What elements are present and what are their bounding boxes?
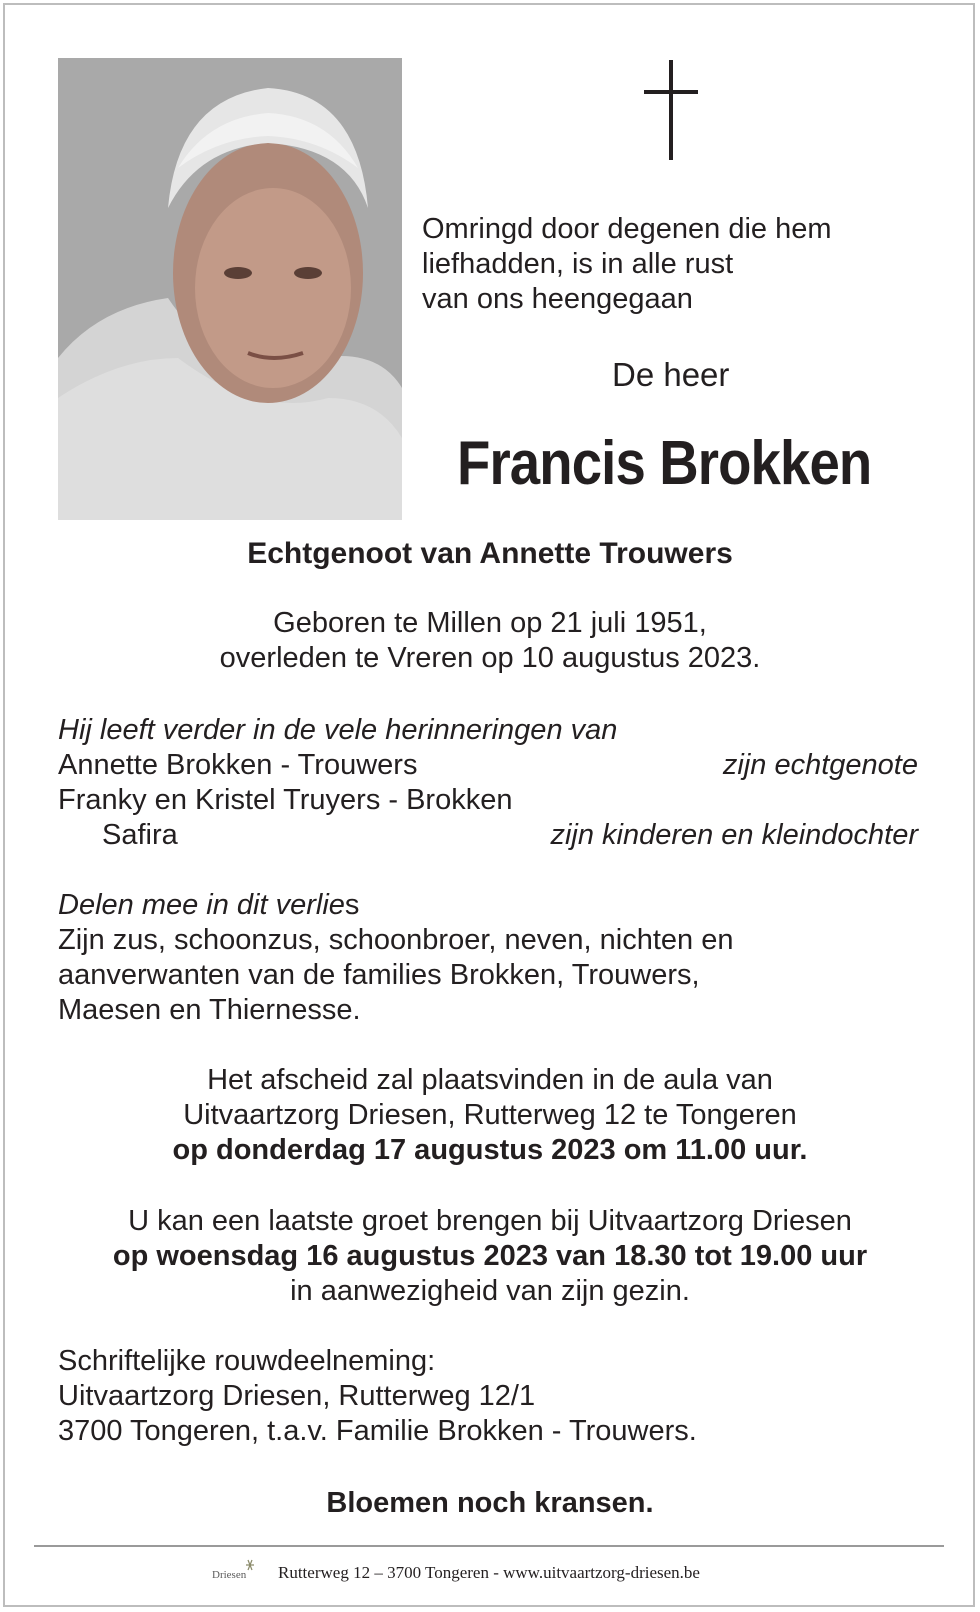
birth-line: Geboren te Millen op 21 juli 1951,: [273, 607, 707, 639]
sharing-heading-italic: Delen mee in dit verlie: [58, 889, 345, 921]
cross-icon: [636, 60, 706, 160]
farewell-date: op donderdag 17 augustus 2023 om 11.00 uur.: [172, 1134, 808, 1166]
survivor-name: Safira: [102, 819, 178, 851]
condolence-line: 3700 Tongeren, t.a.v. Familie Brokken - Trouwers.: [58, 1415, 697, 1447]
survivor-name: Franky en Kristel Truyers - Brokken: [58, 784, 513, 816]
intro-line: liefhadden, is in alle rust: [422, 248, 734, 280]
footer-divider: [34, 1545, 944, 1547]
survivor-name: Annette Brokken - Trouwers: [58, 749, 418, 781]
intro-line: van ons heengegaan: [422, 283, 693, 315]
funeral-home-logo: [212, 1556, 264, 1590]
condolence-line: Uitvaartzorg Driesen, Rutterweg 12/1: [58, 1380, 536, 1412]
intro-line: Omringd door degenen die hem: [422, 213, 832, 245]
sharing-line: Zijn zus, schoonzus, schoonbroer, neven, nichten en: [58, 924, 734, 956]
death-line: overleden te Vreren op 10 augustus 2023.: [219, 642, 761, 674]
farewell-line: Het afscheid zal plaatsvinden in de aula van: [207, 1064, 773, 1096]
survivor-relation: zijn kinderen en kleindochter: [550, 819, 918, 851]
sharing-line: Maesen en Thiernesse.: [58, 994, 361, 1026]
visit-line: in aanwezigheid van zijn gezin.: [290, 1275, 690, 1307]
intro-text: [422, 212, 942, 317]
sharing-heading: [58, 888, 359, 923]
logo-text: Driesen: [212, 1569, 247, 1581]
deceased-name: Francis Brokken: [457, 429, 872, 498]
portrait-photo: [58, 58, 402, 520]
visit-line: U kan een laatste groet brengen bij Uitvaartzorg Driesen: [128, 1205, 852, 1237]
flowers-note: Bloemen noch kransen.: [326, 1487, 654, 1519]
condolence-line: Schriftelijke rouwdeelneming:: [58, 1345, 436, 1377]
survivors-heading: Hij leeft verder in de vele herinneringen van: [58, 714, 618, 746]
visit-date: op woensdag 16 augustus 2023 van 18.30 tot 19.00 uur: [112, 1240, 868, 1272]
survivor-relation: zijn echtgenote: [722, 749, 918, 781]
spouse-line: Echtgenoot van Annette Trouwers: [247, 537, 733, 570]
farewell-line: Uitvaartzorg Driesen, Rutterweg 12 te Tongeren: [183, 1099, 797, 1131]
sharing-line: aanverwanten van de families Brokken, Trouwers,: [58, 959, 700, 991]
sharing-heading-rest: s: [344, 889, 360, 921]
honorific: De heer: [612, 356, 730, 393]
footer-address: Rutterweg 12 – 3700 Tongeren - www.uitvaartzorg-driesen.be: [278, 1563, 700, 1582]
